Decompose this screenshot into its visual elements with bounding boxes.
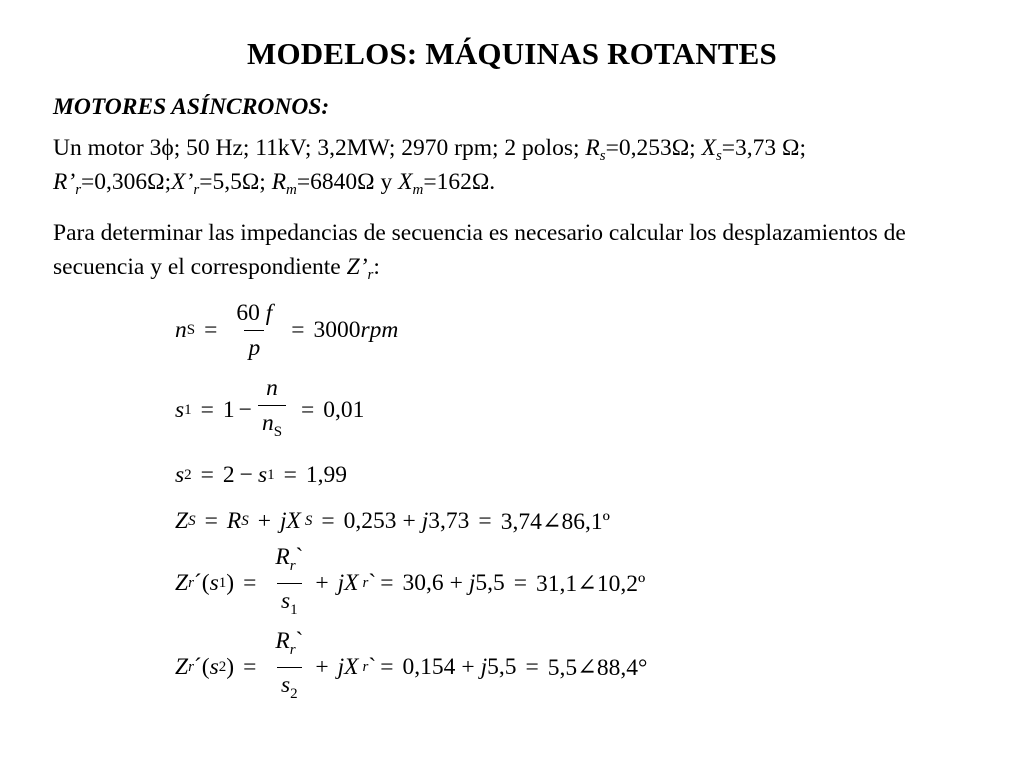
explanation-paragraph: Para determinar las impedancias de secuencia es necesario calcular los desplazamientos de secuencia y el correspondiente $Z’_r$: (53, 220, 906, 283)
fraction-n-over-ns: $\frac{n}{n_S}$ (258, 373, 286, 447)
fraction-rr-over-s2: $\frac{R_r`}{s_2}$ (271, 626, 307, 709)
xm-value: =162Ω. (423, 169, 496, 195)
xs-value: =3,73 Ω; (721, 135, 807, 161)
equation-s2: s 2 = 2 − s 1 = 1,99 (175, 461, 347, 488)
equation-zr-s2: Z r ´( s 2 ) = $\frac{R_r`}{s_2}$ + jX r ` = 0,154 + j 5,5 = 5,5∠88,4° (175, 647, 647, 687)
s2-result: 1,99 (305, 461, 347, 488)
rm-value: =6840Ω y (296, 169, 399, 195)
motor-spec-text: Un motor 3ϕ; 50 Hz; 11kV; 3,2MW; 2970 rpm; 2 polos; (53, 135, 586, 161)
equation-s1: s 1 = 1 − $\frac{n}{n_S}$ = 0,01 (175, 390, 364, 430)
section-subtitle: MOTORES ASÍNCRONOS: (53, 94, 330, 120)
equation-zs: Z S = R S + jX S = 0,253 + j 3,73 = 3,74∠86,1º (175, 507, 610, 535)
motor-parameters-paragraph: Un motor 3ϕ; 50 Hz; 11kV; 3,2MW; 2970 rpm; 2 polos; $R_s=0,253\Omega$; $X_s=3,73$ Ω; $R’_r=0,306\Omega;X’_r=5,5\Omega$; $R_m=6840\Omega$ y $X_m=162\Omega$. (53, 135, 807, 198)
zs-polar: 3,74∠86,1º (500, 508, 610, 535)
equation-zr-s1: Z r ´( s 1 ) = $\frac{R_r`}{s_1}$ + jX r ` = 30,6 + j 5,5 = 31,1∠10,2º (175, 563, 645, 603)
fraction-rr-over-s1: $\frac{R_r`}{s_1}$ (271, 542, 307, 625)
s1-result: 0,01 (323, 396, 365, 423)
explanation-text: Para determinar las impedancias de secuencia es necesario calcular los desplazamientos de secuencia y el correspondiente (53, 220, 906, 280)
zr1-polar: 31,1∠10,2º (536, 570, 646, 597)
slide-title: MODELOS: MÁQUINAS ROTANTES (247, 36, 777, 71)
equation-ns: n S = $\frac{60 f}{p}$ = 3000 rpm (175, 299, 399, 361)
fraction-60f-over-p: $\frac{60 f}{p}$ (236, 299, 273, 361)
ns-result: 3000 (313, 316, 361, 343)
xr-value: =5,5Ω; (199, 169, 272, 195)
rs-value: =0,253Ω; (605, 135, 702, 161)
zr2-polar: 5,5∠88,4° (547, 654, 648, 681)
rr-value: =0,306Ω; (81, 169, 172, 195)
